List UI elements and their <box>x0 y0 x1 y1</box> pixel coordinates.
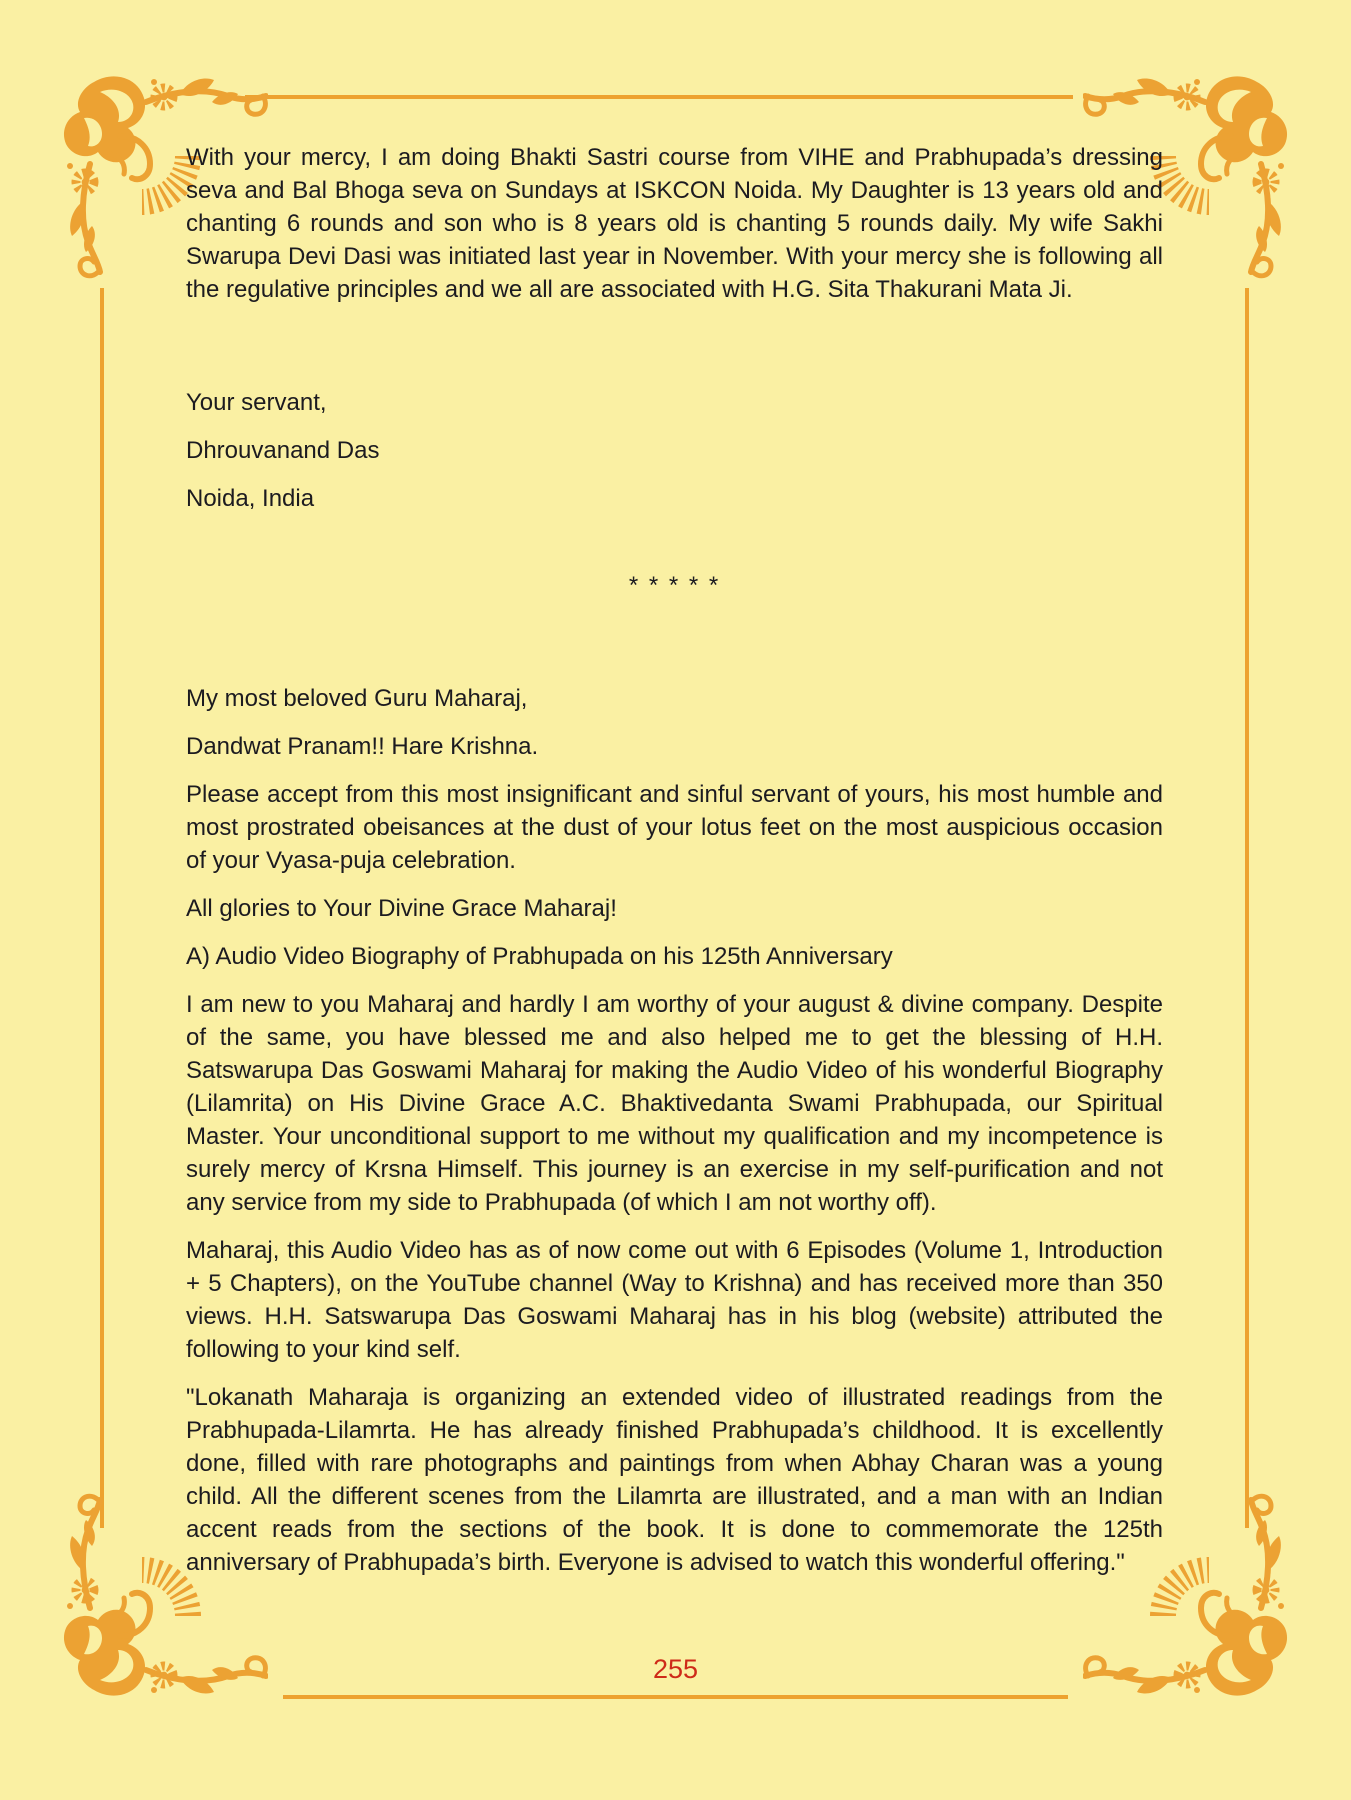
paragraph-blessing: I am new to you Maharaj and hardly I am worthy of your august & divine company. Despite of the same, you have blessed me and also helped me to get the blessing of H.H. Satswarupa Das Goswami Maharaj for making the Audio Video of his wonderful Biography (Lilamrita) on His Divine Grace A.C. Bhaktivedanta Swami Prabhupada, our Spiritual Master. Your unconditional support to me without my qualification and my incompetence is surely mercy of Krsna Himself. This journey is an exercise in my self-purification and not any service from my side to Prabhupada (of which I am not worthy off). <box>186 991 1163 1216</box>
paragraph-quote: "Lokanath Maharaja is organizing an extended video of illustrated readings from the Prabhupada-Lilamrta. He has already finished Prabhupada’s childhood. It is excellently done, filled with rare photographs and paintings from when Abhay Charan was a young child. All the different scenes from the Lilamrta are illustrated, and a man with an Indian accent reads from the sections of the book. It is done to commemorate the 125th anniversary of Prabhupada’s birth. Everyone is advised to watch this wonderful offering." <box>186 1384 1163 1576</box>
section-heading-a: A) Audio Video Biography of Prabhupada on his 125th Anniversary <box>186 943 893 970</box>
frame-line-bottom <box>283 1695 1068 1699</box>
letter-signature: Dhrouvanand Das <box>186 437 380 464</box>
frame-line-right <box>1245 288 1249 1528</box>
frame-line-left <box>100 288 104 1528</box>
letter-salutation: My most beloved Guru Maharaj, <box>186 685 528 712</box>
section-separator-asterisks: * * * * * <box>628 572 721 599</box>
letter-location: Noida, India <box>186 485 315 512</box>
letter-text-column <box>186 141 1163 1594</box>
letter-glories-line: All glories to Your Divine Grace Maharaj! <box>186 895 617 922</box>
frame-line-top <box>245 95 1073 99</box>
letter-closing: Your servant, <box>186 389 327 416</box>
paragraph-episodes: Maharaj, this Audio Video has as of now come out with 6 Episodes (Volume 1, Introduction + 5 Chapters), on the YouTube channel (Way to Krishna) and has received more than 350 views. H.H. Satswarupa Das Goswami Maharaj has in his blog (website) attributed the following to your kind self. <box>186 1237 1163 1363</box>
paragraph-obeisances: Please accept from this most insignificant and sinful servant of yours, his most humble and most prostrated obeisances at the dust of your lotus feet on the most auspicious occasion of your Vyasa-puja celebration. <box>186 781 1163 874</box>
page-number: 255 <box>652 1654 699 1684</box>
letter-greeting: Dandwat Pranam!! Hare Krishna. <box>186 733 539 760</box>
paragraph-family-report: With your mercy, I am doing Bhakti Sastri course from VIHE and Prabhupada’s dressing seva and Bal Bhoga seva on Sundays at ISKCON Noida. My Daughter is 13 years old and chanting 6 rounds and son who is 8 years old is chanting 5 rounds daily. My wife Sakhi Swarupa Devi Dasi was initiated last year in November. With your mercy she is following all the regulative principles and we all are associated with H.G. Sita Thakurani Mata Ji. <box>186 144 1163 303</box>
